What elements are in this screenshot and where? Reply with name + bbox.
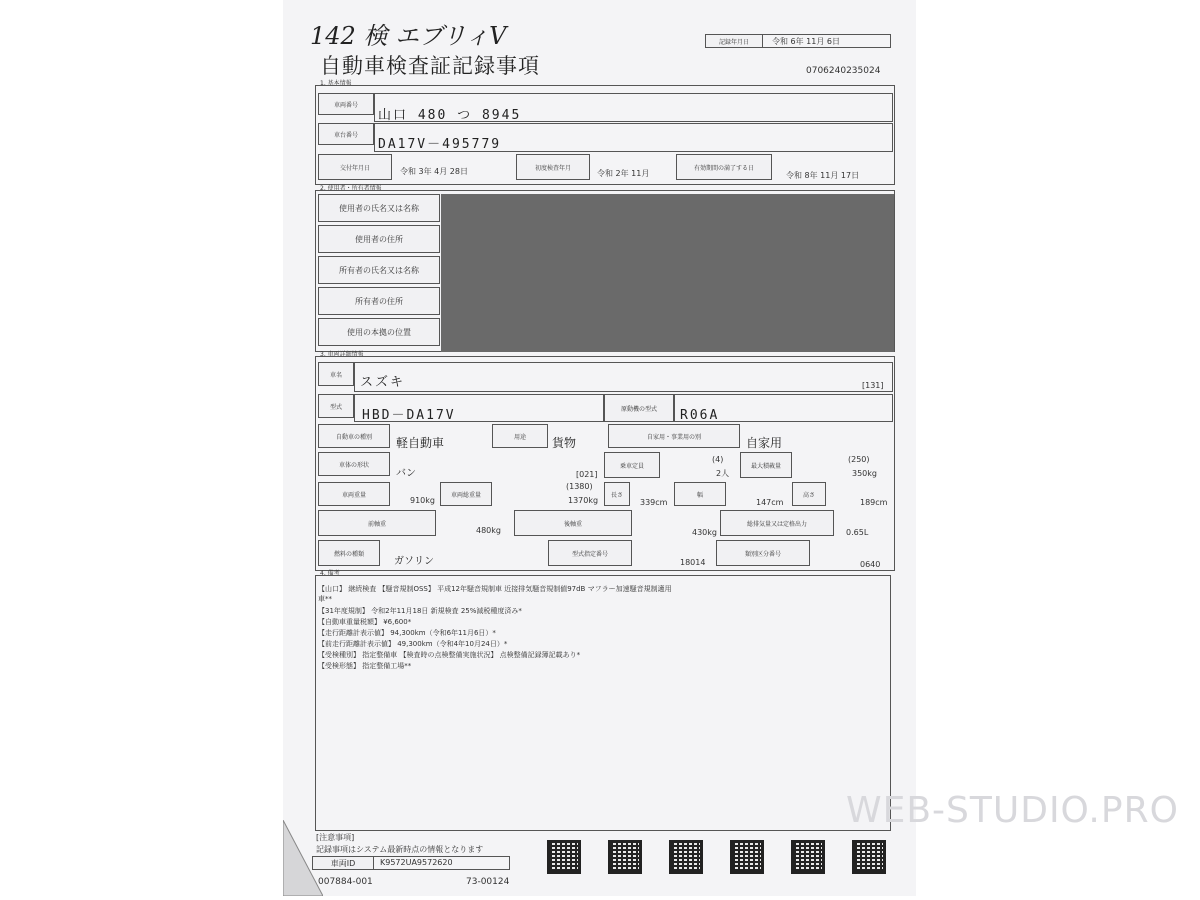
rear-axle-value: 430kg <box>692 528 717 537</box>
private-use-value: 自家用 <box>746 436 783 450</box>
remark-line: 【受検形態】 指定整備工場** <box>318 662 412 670</box>
owner-address-label: 所有者の住所 <box>318 287 440 315</box>
remark-line: 【31年度規制】 令和2年11月18日 新規検査 25%減税種度済み* <box>318 607 522 615</box>
gross-weight-value-paren: (1380) <box>566 482 593 491</box>
capacity-value: 2人 <box>716 469 730 478</box>
issue-date-label: 記録年月日 <box>705 34 763 48</box>
make-code: [131] <box>862 381 884 390</box>
section-basic-info: 1. 基本情報 <box>320 80 352 87</box>
vehicle-weight-value: 910kg <box>410 496 435 505</box>
expiry-value: 令和 8年 11月 17日 <box>786 171 860 180</box>
gross-weight-label: 車両総重量 <box>440 482 492 506</box>
first-reg-label: 初度検査年月 <box>516 154 590 180</box>
model-value: HBD－DA17V <box>362 408 456 423</box>
use-label: 用途 <box>492 424 548 448</box>
remark-line: 【山口】 継続検査 【騒音規制OSS】 平成12年騒音規制車 近接排気騒音規制値97dB マフラー加速騒音規制適用 <box>318 585 672 593</box>
qr-code-icon <box>852 840 886 874</box>
reg-number-label: 車両番号 <box>318 93 374 115</box>
displacement-value: 0.65L <box>846 528 869 537</box>
base-location-label: 使用の本拠の位置 <box>318 318 440 346</box>
remark-line: 【受検種別】 指定整備車 【検査時の点検整備実施状況】 点検整備記録簿記載あり* <box>318 651 581 659</box>
body-shape-label: 車体の形状 <box>318 452 390 476</box>
type-number-value: 18014 <box>680 558 706 567</box>
length-label: 長さ <box>604 482 630 506</box>
model-label: 型式 <box>318 394 354 418</box>
handwritten-note: 142 検 エブリィV <box>310 22 507 50</box>
width-label: 幅 <box>674 482 726 506</box>
max-load-value-paren: (250) <box>848 455 870 464</box>
watermark: WEB-STUDIO.PRO <box>846 790 1179 831</box>
expiry-label: 有効期間の満了する日 <box>676 154 772 180</box>
page-fold-corner <box>283 820 323 896</box>
section-user-owner: 2. 使用者・所有者情報 <box>320 185 382 192</box>
footer-code-left: 007884-001 <box>318 877 373 887</box>
gross-weight-value: 1370kg <box>568 496 599 505</box>
make-label: 車名 <box>318 362 354 386</box>
class-number-label: 類別区分番号 <box>716 540 810 566</box>
engine-model-label: 原動機の型式 <box>604 394 674 422</box>
fuel-label: 燃料の種類 <box>318 540 380 566</box>
capacity-value-paren: (4) <box>712 455 724 464</box>
notice-label: [注意事項] <box>316 833 355 842</box>
front-axle-label: 前軸重 <box>318 510 436 536</box>
rear-axle-label: 後軸重 <box>514 510 632 536</box>
first-reg-value: 令和 2年 11月 <box>597 169 650 178</box>
owner-name-label: 所有者の氏名又は名称 <box>318 256 440 284</box>
max-load-value: 350kg <box>852 469 877 478</box>
document-title: 自動車検査証記録事項 <box>320 54 540 78</box>
vehicle-weight-label: 車両重量 <box>318 482 390 506</box>
width-value: 147cm <box>756 498 784 507</box>
kind-value: 軽自動車 <box>396 436 445 450</box>
section-vehicle-details: 3. 車両詳細情報 <box>320 351 364 358</box>
remark-line: 【自動車重量税額】 ¥6,600* <box>318 618 412 626</box>
vehicle-id-value: K9572UA9572620 <box>380 858 453 867</box>
length-value: 339cm <box>640 498 668 507</box>
issued-value: 令和 3年 4月 28日 <box>400 167 468 176</box>
body-shape-value: バン <box>396 468 416 479</box>
vehicle-id-label: 車両ID <box>312 856 374 870</box>
footer-code-mid: 73-00124 <box>466 877 510 887</box>
qr-code-icon <box>608 840 642 874</box>
engine-model-value: R06A <box>680 408 720 423</box>
qr-code-icon <box>547 840 581 874</box>
qr-code-icon <box>669 840 703 874</box>
issue-date-value: 令和 6年 11月 6日 <box>772 37 840 46</box>
notice-text: 記録事項はシステム最新時点の情報となります <box>316 845 484 854</box>
issued-label: 交付年月日 <box>318 154 392 180</box>
capacity-label: 乗車定員 <box>604 452 660 478</box>
reg-number-value: 山口 480 つ 8945 <box>378 108 522 123</box>
vin-label: 車台番号 <box>318 123 374 145</box>
front-axle-value: 480kg <box>476 526 501 535</box>
class-number-value: 0640 <box>860 560 881 569</box>
use-value: 貨物 <box>552 436 577 450</box>
qr-code-icon <box>730 840 764 874</box>
qr-code-icon <box>791 840 825 874</box>
height-value: 189cm <box>860 498 888 507</box>
make-cell <box>354 362 893 392</box>
fuel-value: ガソリン <box>394 556 434 567</box>
remark-line: 【前走行距離計表示値】 49,300km（令和4年10月24日）* <box>318 640 508 648</box>
displacement-label: 総排気量又は定格出力 <box>720 510 834 536</box>
document-number: 0706240235024 <box>806 66 881 76</box>
kind-label: 自動車の種別 <box>318 424 390 448</box>
max-load-label: 最大積載量 <box>740 452 792 478</box>
section-remarks: 4. 備考 <box>320 570 340 577</box>
vin-value: DA17V－495779 <box>378 137 502 152</box>
user-address-label: 使用者の住所 <box>318 225 440 253</box>
remark-line: 車** <box>318 595 332 603</box>
body-shape-code: [021] <box>576 470 598 479</box>
type-number-label: 型式指定番号 <box>548 540 632 566</box>
remark-line: 【走行距離計表示値】 94,300km（令和6年11月6日）* <box>318 629 496 637</box>
redacted-block <box>441 194 894 352</box>
height-label: 高さ <box>792 482 826 506</box>
user-name-label: 使用者の氏名又は名称 <box>318 194 440 222</box>
private-use-label: 自家用・事業用の別 <box>608 424 740 448</box>
make-value: スズキ <box>360 375 406 390</box>
